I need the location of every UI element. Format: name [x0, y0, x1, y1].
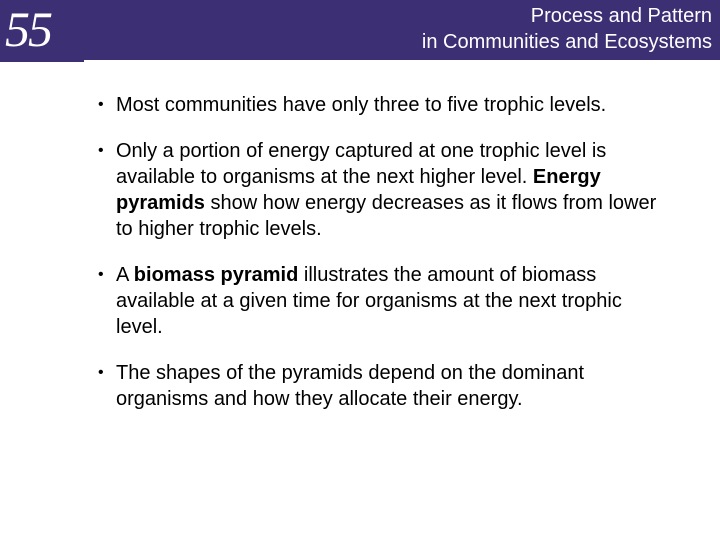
bullet-item — [112, 92, 672, 118]
bullet-text: illustrates the amount of biomass available at a given time for organisms at the next trophic level. — [116, 264, 622, 338]
slide-title — [112, 3, 712, 55]
bullet-text: Only a portion of energy captured at one trophic level is available to organisms at the next higher level. — [116, 140, 607, 188]
bullet-text: A — [116, 264, 134, 286]
bullet-list — [112, 92, 672, 412]
title-line-1: Process and Pattern — [530, 5, 712, 27]
bullet-emphasis: Energy pyramids — [116, 166, 601, 214]
header-bar — [0, 0, 720, 62]
bullet-text: show how energy decreases as it flows from lower to higher trophic levels. — [116, 192, 657, 240]
chapter-badge — [0, 0, 84, 62]
title-underline — [84, 57, 720, 60]
bullet-text: Most communities have only three to five trophic levels. — [116, 94, 607, 116]
bullet-text: The shapes of the pyramids depend on the dominant organisms and how they allocate their energy. — [116, 362, 585, 410]
chapter-number: 55 — [5, 1, 51, 57]
title-line-2: in Communities and Ecosystems — [421, 31, 712, 53]
bullet-item — [112, 360, 672, 412]
bullet-item — [112, 138, 672, 242]
title-bar — [84, 0, 720, 57]
bullet-emphasis: biomass pyramid — [133, 264, 299, 286]
bullet-item — [112, 262, 672, 340]
